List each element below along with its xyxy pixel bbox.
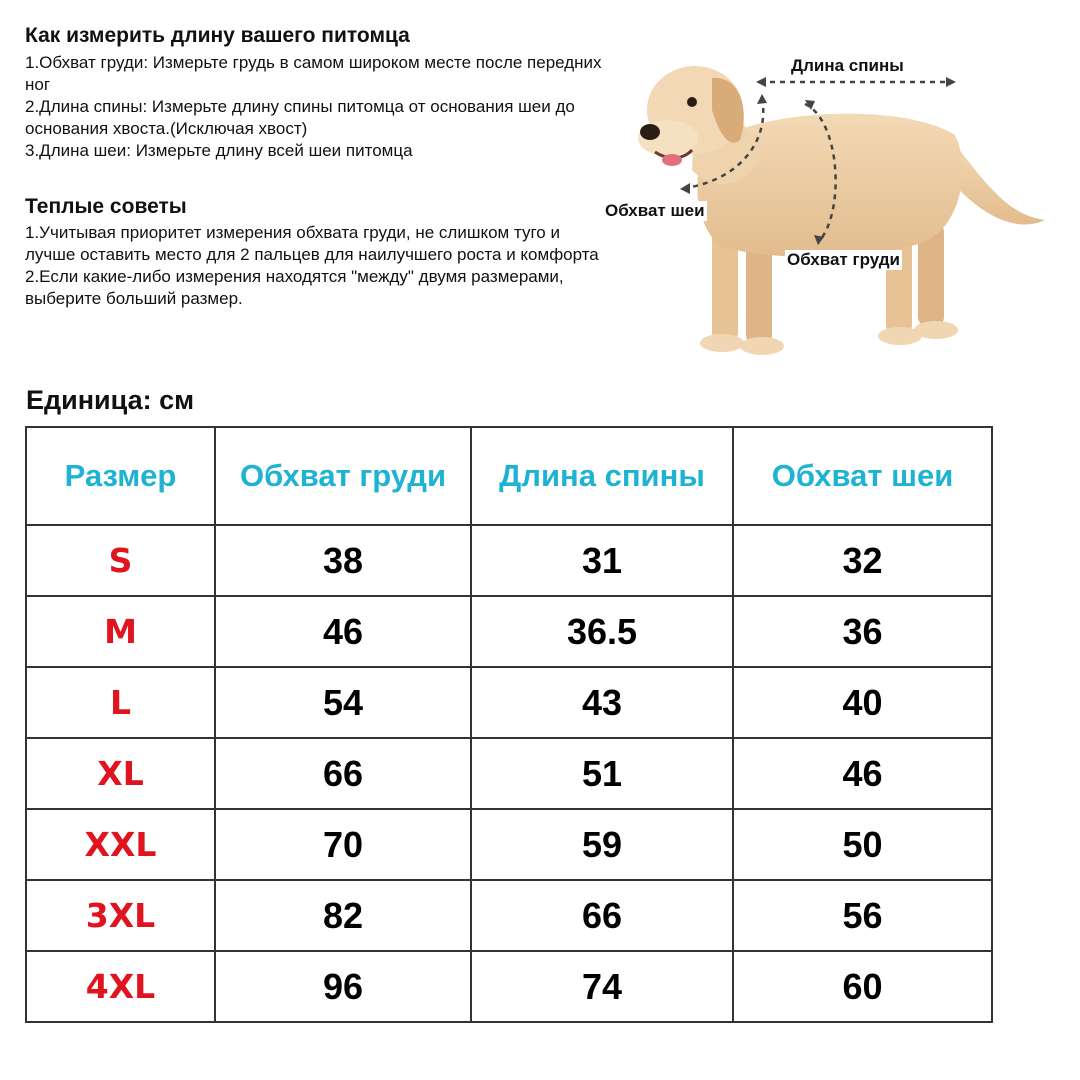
back-cell: 51 bbox=[471, 738, 733, 809]
table-row bbox=[26, 525, 992, 596]
back-cell: 36.5 bbox=[471, 596, 733, 667]
measure-item: 2.Длина спины: Измерьте длину спины питомца от основания шеи до основания хвоста.(Исключая хвост) bbox=[25, 97, 575, 138]
chest-girth-label: Обхват груди bbox=[787, 250, 900, 269]
chest-cell: 82 bbox=[215, 880, 471, 951]
table-row bbox=[26, 809, 992, 880]
tip-item: 1.Учитывая приоритет измерения обхвата груди, не слишком туго и bbox=[25, 223, 560, 242]
tip-item: лучше оставить место для 2 пальцев для наилучшего роста и комфорта bbox=[25, 245, 599, 264]
neck-cell: 32 bbox=[733, 525, 992, 596]
size-cell: S bbox=[26, 525, 215, 596]
unit-label: Единица: см bbox=[26, 385, 195, 415]
dog-measurement-diagram bbox=[600, 40, 1060, 380]
header-size: Размер bbox=[26, 427, 215, 525]
header-back-length: Длина спины bbox=[471, 427, 733, 525]
size-cell: 3XL bbox=[26, 880, 215, 951]
size-cell: XL bbox=[26, 738, 215, 809]
table-row bbox=[26, 738, 992, 809]
back-cell: 59 bbox=[471, 809, 733, 880]
table-row bbox=[26, 951, 992, 1022]
chest-cell: 66 bbox=[215, 738, 471, 809]
tips-list bbox=[25, 222, 625, 310]
back-cell: 31 bbox=[471, 525, 733, 596]
neck-cell: 60 bbox=[733, 951, 992, 1022]
chest-cell: 38 bbox=[215, 525, 471, 596]
measure-title: Как измерить длину вашего питомца bbox=[25, 24, 410, 47]
chest-cell: 70 bbox=[215, 809, 471, 880]
table-row bbox=[26, 596, 992, 667]
size-cell: XXL bbox=[26, 809, 215, 880]
measure-instructions bbox=[25, 52, 625, 162]
back-cell: 43 bbox=[471, 667, 733, 738]
table-row bbox=[26, 880, 992, 951]
neck-cell: 46 bbox=[733, 738, 992, 809]
back-cell: 66 bbox=[471, 880, 733, 951]
neck-cell: 56 bbox=[733, 880, 992, 951]
neck-girth-label: Обхват шеи bbox=[605, 201, 705, 220]
size-cell: L bbox=[26, 667, 215, 738]
back-cell: 74 bbox=[471, 951, 733, 1022]
header-neck-girth: Обхват шеи bbox=[733, 427, 992, 525]
chest-cell: 46 bbox=[215, 596, 471, 667]
neck-cell: 50 bbox=[733, 809, 992, 880]
back-length-label: Длина спины bbox=[791, 56, 904, 75]
table-header-row bbox=[26, 427, 992, 525]
size-cell: M bbox=[26, 596, 215, 667]
size-chart-table bbox=[25, 426, 993, 1023]
measure-item: 1.Обхват груди: Измерьте грудь в самом широком месте после передних ног bbox=[25, 53, 602, 94]
size-cell: 4XL bbox=[26, 951, 215, 1022]
measure-item: 3.Длина шеи: Измерьте длину всей шеи питомца bbox=[25, 141, 413, 160]
table-row bbox=[26, 667, 992, 738]
chest-cell: 96 bbox=[215, 951, 471, 1022]
neck-cell: 36 bbox=[733, 596, 992, 667]
tip-item: 2.Если какие-либо измерения находятся "между" двумя размерами, выберите больший размер. bbox=[25, 267, 564, 308]
tips-title: Теплые советы bbox=[25, 195, 187, 218]
neck-cell: 40 bbox=[733, 667, 992, 738]
chest-cell: 54 bbox=[215, 667, 471, 738]
header-chest-girth: Обхват груди bbox=[215, 427, 471, 525]
